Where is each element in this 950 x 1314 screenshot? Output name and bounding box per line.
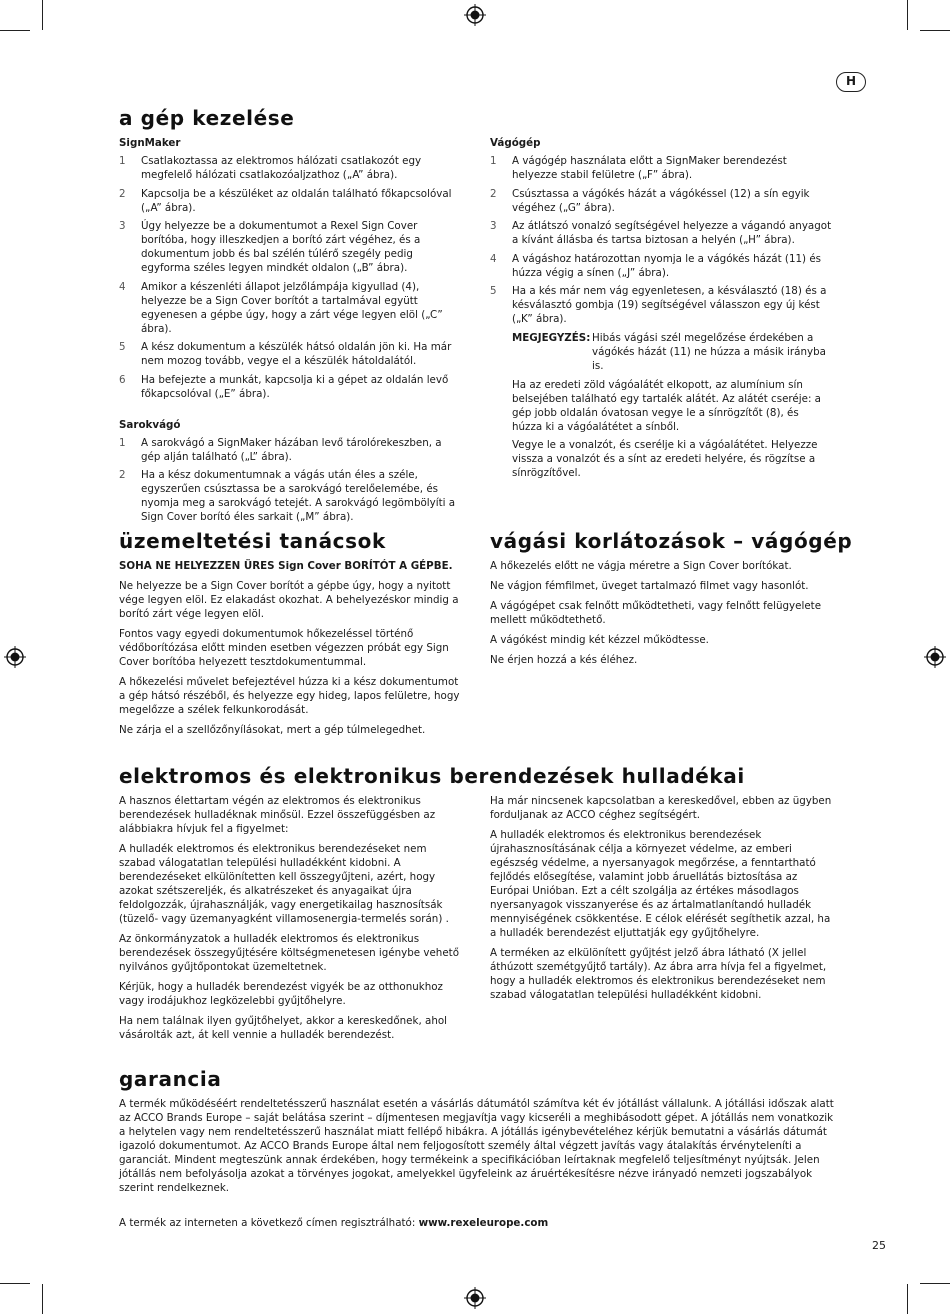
registration-mark-icon	[464, 1287, 486, 1309]
tips-warning: SOHA NE HELYEZZEN ÜRES Sign Cover BORÍTÓT A GÉPBE.	[119, 560, 453, 572]
paragraph: A vágógépet csak felnőtt működtetheti, vagy felnőtt felügyelete mellett működtethető.	[490, 600, 822, 626]
crop-mark	[907, 0, 908, 30]
list-item: 2 Kapcsolja be a készüléket az oldalán található főkapcsolóval („A” ábra).	[119, 187, 452, 214]
paragraph: A hasznos élettartam végén az elektromos és elektronikus berendezések hulladéknak minősül. Ezzel összefüggésben az alábbiakra hívjuk fel a figyelmet:	[119, 795, 436, 835]
paragraph: Ne vágjon fémfilmet, üveget tartalmazó filmet vagy hasonlót.	[490, 580, 809, 592]
register-link[interactable]: www.rexeleurope.com	[418, 1217, 549, 1229]
warranty-text: A termék működéséért rendeltetésszerű használat esetén a vásárlás dátumától számítva két év jótállást vállalunk. A jótállási időszak alatt az ACCO Brands Europe – saját belátása szerint – díjmentesen megjavítja vagy kicseréli a meghibásodott gépet. A jótállás nem vonatkozik a helytelen vagy nem rendeltetésszerű használat miatt fellépő hibákra. A jótállás igénybevételéhez kérjük bemutatni a vásárlás dátumát igazoló dokumentumot. Az ACCO Brands Europe által nem feljogosított személy által végzett javítás vagy átalakítás érvényteleníti a garanciát. Mindent megteszünk annak érdekében, hogy termékeink a specifikációban leírtaknak megfelelő teljesítményt nyújtsák. Jelen jótállás nem befolyásolja azokat a törvényes jogokat, amelyekkel ügyfeleink az áruértékesítésre nézve irányadó nemzeti jogszabályok szerint rendelkeznek.	[119, 1098, 834, 1194]
warranty-block	[119, 1097, 839, 1201]
section-title-weee: elektromos és elektronikus berendezések hulladékai	[119, 764, 745, 788]
crop-mark	[920, 1283, 950, 1284]
crop-mark	[907, 1284, 908, 1314]
section-title-warranty: garancia	[119, 1067, 222, 1091]
subheading-cutter: Vágógép	[490, 137, 541, 149]
list-item: 2 Ha a kész dokumentumnak a vágás után éles a széle, egyszerűen csúsztassa be a sarokvágó terelőelemébe, és nyomja meg a sarokvágó tetejét. A sarokvágó legömbölyíti a Sign Cover borító éles sarkait („M” ábra).	[119, 469, 456, 524]
paragraph: Fontos vagy egyedi dokumentumok hőkezeléssel történő védőborítózása előtt minden esetben végezzen próbát egy Sign Cover borítóba helyezett tesztdokumentummal.	[119, 628, 449, 668]
list-item: 1 Csatlakoztassa az elektromos hálózati csatlakozót egy megfelelő hálózati csatlakozóaljzathoz („A” ábra).	[119, 155, 422, 181]
paragraph: A hulladék elektromos és elektronikus berendezéseket nem szabad válogatatlan települési hulladékként kidobni. A berendezéseket elkülönítetten kell összegyűjteni, azért, hogy azokat szétszereljék, és alkatrészeket és anyagaikat újra feldolgozzák, újrahasználják, vagy energetikailag hasznosítsák (tüzelő- vagy üzemanyagként villamosenergia-termelés során) .	[119, 843, 449, 925]
subheading-signmaker: SignMaker	[119, 137, 181, 149]
register-text: A termék az interneten a következő címen regisztrálható:	[119, 1217, 419, 1229]
list-item: 4 A vágáshoz határozottan nyomja le a vágókés házát (11) és húzza végig a sínen („J” ábra).	[490, 252, 822, 279]
weee-right-column	[490, 794, 832, 1008]
list-item: 3 Az átlátszó vonalzó segítségével helyezze a vágandó anyagot a kívánt állásba és tartsa biztosan a helyén („H” ábra).	[490, 220, 832, 247]
note-label: MEGJEGYZÉS:	[512, 331, 591, 344]
list-item: 4 Amikor a készenléti állapot jelzőlámpája kigyullad (4), helyezze be a Sign Cover borítót a tartalmával együtt egyenesen a gépbe úgy, hogy a zárt vége legyen elöl („C” ábra).	[119, 280, 443, 335]
section-title-tips: üzemeltetési tanácsok	[119, 529, 386, 553]
list-item: 1 A sarokvágó a SignMaker házában levő tárolórekeszben, a gép alján található („L” ábra).	[119, 436, 442, 463]
list-item: 5 Ha a kés már nem vág egyenletesen, a késválasztó (18) és a késválasztó gombja (19) segítségével válasszon egy új kést („K” ábra).	[490, 285, 827, 326]
language-badge: H	[836, 72, 866, 92]
weee-left-column	[119, 794, 461, 1048]
paragraph: A terméken az elkülönített gyűjtést jelző ábra látható (X jellel áthúzott szemétgyűjtő tartály). Az ábra arra hívja fel a figyelmet, hogy a hulladék elektromos és elektronikus berendezéseket nem szabad válogatatlan települési hulladékként kidobni.	[490, 947, 827, 1001]
paragraph: A hőkezelés előtt ne vágja méretre a Sign Cover borítókat.	[490, 560, 792, 572]
paragraph: A hőkezelési művelet befejeztével húzza ki a kész dokumentumot a gép hátsó részéből, és helyezze egy hideg, lapos felületre, hogy megelőzze a szélek felkunkorodását.	[119, 676, 460, 716]
paragraph: A hulladék elektromos és elektronikus berendezések újrahasznosításának célja a környezet védelme, az emberi egészség védelme, a nyersanyagok megőrzése, a fenntartható fejlődés elősegítése, valamint jobb áruellátás biztosítása az Európai Unióban. Ezt a célt szolgálja az értékes másodlagos nyersanyagok visszanyerése és az ártalmatlanítandó hulladék mennyiségének csökkentése. E célok elérését segíthetik azzal, ha a hulladék berendezést eljuttatják egy gyűjtőhelyre.	[490, 829, 831, 939]
crop-mark	[0, 30, 30, 31]
note-text: Hibás vágási szél megelőzése érdekében a vágókés házát (11) ne húzza a másik irányba is.	[592, 331, 826, 372]
crop-mark	[42, 0, 43, 30]
section-title-operation: a gép kezelése	[119, 106, 295, 130]
limits-column	[490, 559, 832, 673]
paragraph: Ha már nincsenek kapcsolatban a kereskedővel, ebben az ügyben forduljanak az ACCO céghez segítségért.	[490, 795, 832, 821]
register-line	[119, 1216, 839, 1230]
paragraph: A vágókést mindig két kézzel működtesse.	[490, 634, 709, 646]
list-item: 3 Úgy helyezze be a dokumentumot a Rexel Sign Cover borítóba, hogy illeszkedjen a borító zárt végéhez, és a dokumentum jobb és bal szélén túlérő szegély pedig egyforma széles legyen mindkét oldalon („B” ábra).	[119, 220, 421, 275]
page-number: 25	[872, 1239, 886, 1252]
operation-left-column	[119, 136, 461, 529]
paragraph: Ha nem találnak ilyen gyűjtőhelyet, akkor a kereskedőnek, ahol vásárolták azt, át kell vennie a hulladék berendezést.	[119, 1015, 448, 1041]
registration-mark-icon	[464, 4, 486, 26]
registration-mark-icon	[4, 646, 26, 668]
paragraph: Az önkormányzatok a hulladék elektromos és elektronikus berendezések összegyűjtésére költségmenetesen igénybe vehető nyilvános gyűjtőpontokat üzemeltetnek.	[119, 933, 460, 973]
crop-mark	[0, 1283, 30, 1284]
section-title-cutting-limits: vágási korlátozások – vágógép	[490, 529, 853, 553]
paragraph: Kérjük, hogy a hulladék berendezést vigyék be az otthonukhoz vagy irodájukhoz legközelebbi gyűjtőhelyre.	[119, 981, 443, 1007]
paragraph: Ne helyezze be a Sign Cover borítót a gépbe úgy, hogy a nyitott vége legyen elöl. Ez elakadást okozhat. A behelyezéskor mindig a borító zárt vége legyen elöl.	[119, 580, 459, 620]
paragraph: Ne zárja el a szellőzőnyílásokat, mert a gép túlmelegedhet.	[119, 724, 426, 736]
list-item: 5 A kész dokumentum a készülék hátsó oldalán jön ki. Ha már nem mozog tovább, vegye el a készülék hátoldalától.	[119, 341, 452, 368]
note	[512, 331, 832, 373]
list-item: 2 Csúsztassa a vágókés házát a vágókéssel (12) a sín egyik végéhez („G” ábra).	[490, 187, 810, 214]
paragraph: Ha az eredeti zöld vágóalátét elkopott, az alumínium sín belsejében található egy tartalék alátét. Az alátét cseréje: a gép jobb oldalán óvatosan vegye le a sínrögzítőt (8), és húzza ki a vágóalátétet a sínből.	[512, 378, 821, 433]
subheading-corner-cutter: Sarokvágó	[119, 418, 181, 431]
paragraph: Vegye le a vonalzót, és cserélje ki a vágóalátétet. Helyezze vissza a vonalzót és a sínt az eredeti helyére, és rögzítse a sínrögzítővel.	[512, 439, 818, 480]
crop-mark	[42, 1284, 43, 1314]
crop-mark	[920, 30, 950, 31]
list-item: 6 Ha befejezte a munkát, kapcsolja ki a gépet az oldalán levő főkapcsolóval („E” ábra).	[119, 373, 449, 400]
tips-column	[119, 559, 461, 743]
paragraph: Ne érjen hozzá a kés éléhez.	[490, 654, 638, 666]
operation-right-column	[490, 136, 832, 485]
list-item: 1 A vágógép használata előtt a SignMaker berendezést helyezze stabil felületre („F” ábra).	[490, 155, 787, 181]
registration-mark-icon	[924, 646, 946, 668]
